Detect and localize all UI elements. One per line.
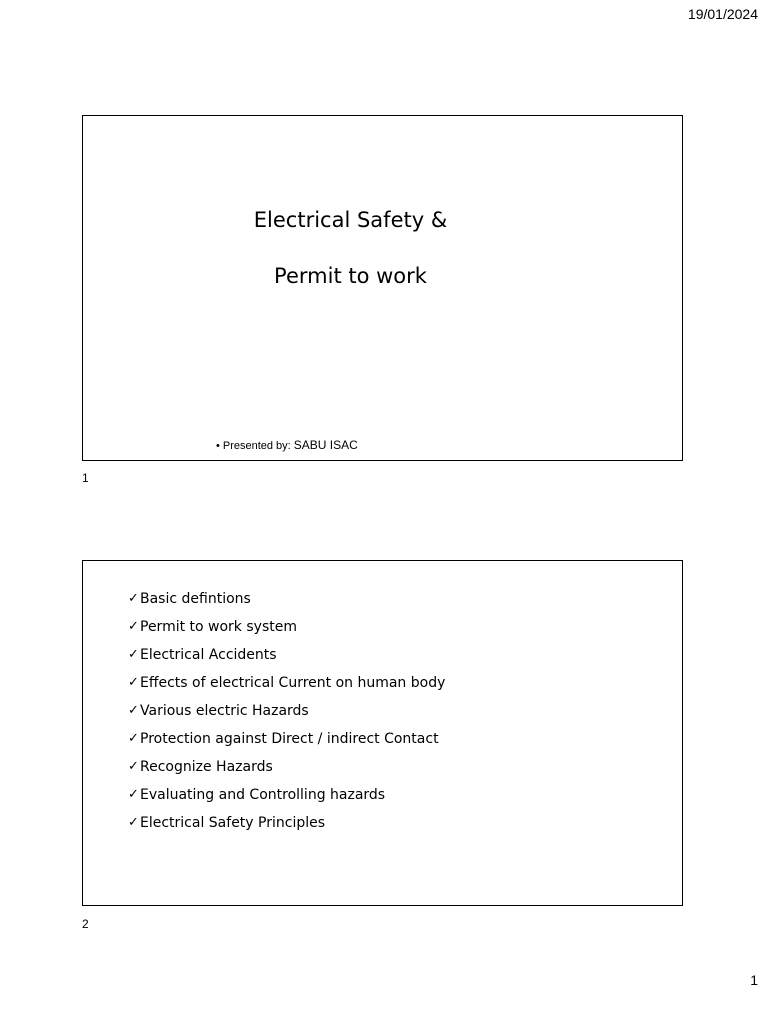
document-date: 19/01/2024 (687, 6, 758, 22)
check-icon: ✓ (128, 675, 139, 690)
presenter-name: SABU ISAC (293, 438, 358, 452)
slide-1-thumbnail (82, 115, 683, 461)
list-item-label: Recognize Hazards (140, 759, 273, 775)
check-icon: ✓ (128, 703, 139, 718)
presenter-label: Presented by: (222, 440, 291, 452)
slide-number-1: 1 (82, 471, 89, 485)
list-item (128, 701, 445, 729)
list-item (128, 813, 445, 841)
list-item (128, 785, 445, 813)
list-item-label: Basic defintions (140, 591, 251, 607)
check-icon: ✓ (128, 619, 139, 634)
check-icon: ✓ (128, 591, 139, 606)
presenter-line (216, 438, 358, 452)
check-icon: ✓ (128, 787, 139, 802)
slide-number-2: 2 (82, 917, 89, 931)
list-item (128, 589, 445, 617)
list-item (128, 645, 445, 673)
slide-title-line-2: Permit to work (274, 264, 427, 288)
agenda-list (128, 589, 445, 841)
check-icon: ✓ (128, 759, 139, 774)
page-number: 1 (750, 972, 758, 988)
list-item-label: Effects of electrical Current on human body (140, 675, 446, 691)
check-icon: ✓ (128, 647, 139, 662)
list-item (128, 673, 445, 701)
bullet-icon: • (216, 440, 220, 452)
slide-2-thumbnail (82, 560, 683, 906)
list-item-label: Evaluating and Controlling hazards (140, 787, 386, 803)
list-item (128, 617, 445, 645)
list-item-label: Permit to work system (140, 619, 297, 635)
list-item (128, 729, 445, 757)
list-item-label: Protection against Direct / indirect Contact (140, 731, 439, 747)
list-item-label: Electrical Safety Principles (140, 815, 326, 831)
list-item-label: Various electric Hazards (140, 703, 309, 719)
slide-title-line-1: Electrical Safety & (253, 208, 448, 232)
check-icon: ✓ (128, 815, 139, 830)
list-item-label: Electrical Accidents (140, 647, 277, 663)
list-item (128, 757, 445, 785)
check-icon: ✓ (128, 731, 139, 746)
